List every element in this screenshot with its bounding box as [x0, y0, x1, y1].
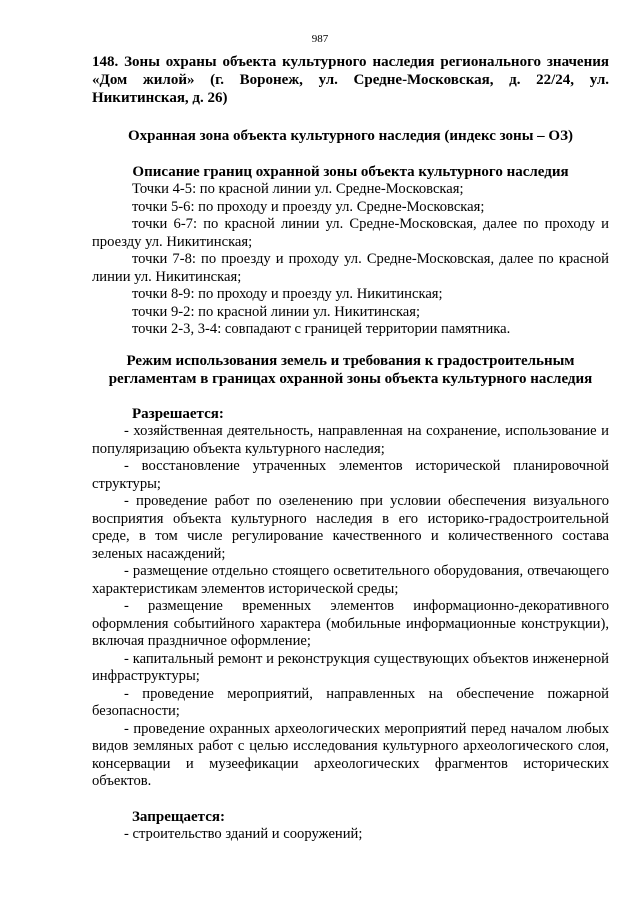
section-title: 148. Зоны охраны объекта культурного наследия регионального значения «Дом жилой» (г. Воронеж, ул. Средне-Московская, д. 22/24, ул. Никитинская, д. 26): [92, 54, 609, 106]
allowed-item: - размещение отдельно стоящего осветительного оборудования, отвечающего характеристикам элементов исторической среды;: [92, 563, 609, 597]
boundary-point: Точки 4-5: по красной линии ул. Средне-Московская;: [132, 181, 464, 197]
allowed-heading: Разрешается:: [132, 406, 224, 422]
forbidden-item: - строительство зданий и сооружений;: [124, 826, 363, 842]
page-number: 987: [311, 33, 329, 45]
allowed-item: - проведение мероприятий, направленных на обеспечение пожарной безопасности;: [92, 685, 609, 719]
boundary-point: точки 7-8: по проезду и проходу ул. Средне-Московская, далее по красной линии ул. Никитинская;: [92, 251, 609, 285]
regime-heading: Режим использования земель и требования к градостроительным регламентам в границах охранной зоны объекта культурного наследия: [108, 353, 593, 387]
forbidden-list: [92, 826, 609, 844]
allowed-item: - хозяйственная деятельность, направленная на сохранение, использование и популяризацию объекта культурного наследия;: [92, 423, 609, 457]
allowed-list: [92, 423, 609, 791]
boundary-point: точки 9-2: по красной линии ул. Никитинская;: [132, 303, 421, 320]
boundary-point: точки 5-6: по проходу и проезду ул. Средне-Московская;: [132, 198, 485, 215]
allowed-item: - проведение работ по озеленению при условии обеспечения визуального восприятия объекта культурного наследия в его историко-градостроительной среде, в том числе регулирование качественного и количественного состава зеленых насаждений;: [92, 493, 609, 562]
boundary-heading: Описание границ охранной зоны объекта культурного наследия: [132, 164, 569, 180]
boundary-point: точки 8-9: по проходу и проезду ул. Никитинская;: [132, 286, 443, 302]
boundary-point: точки 6-7: по красной линии ул. Средне-Московская, далее по проходу и проезду ул. Никитинская;: [92, 216, 609, 250]
boundary-points-list: [92, 181, 609, 339]
allowed-item: - проведение охранных археологических мероприятий перед началом любых видов земляных работ с целью исследования культурного археологического слоя, консервации и музеефикации археологических фрагментов исторических объектов.: [92, 720, 609, 789]
allowed-item: - капитальный ремонт и реконструкция существующих объектов инженерной инфраструктуры;: [92, 650, 609, 684]
zone-heading: Охранная зона объекта культурного наследия (индекс зоны – ОЗ): [128, 128, 573, 144]
boundary-point: точки 2-3, 3-4: совпадают с границей территории памятника.: [132, 321, 511, 337]
allowed-item: - размещение временных элементов информационно-декоративного оформления событийного характера (мобильные информационные конструкции), включая праздничное оформление;: [92, 598, 609, 649]
forbidden-heading: Запрещается:: [132, 809, 226, 825]
allowed-item: - восстановление утраченных элементов исторической планировочной структуры;: [92, 458, 609, 492]
